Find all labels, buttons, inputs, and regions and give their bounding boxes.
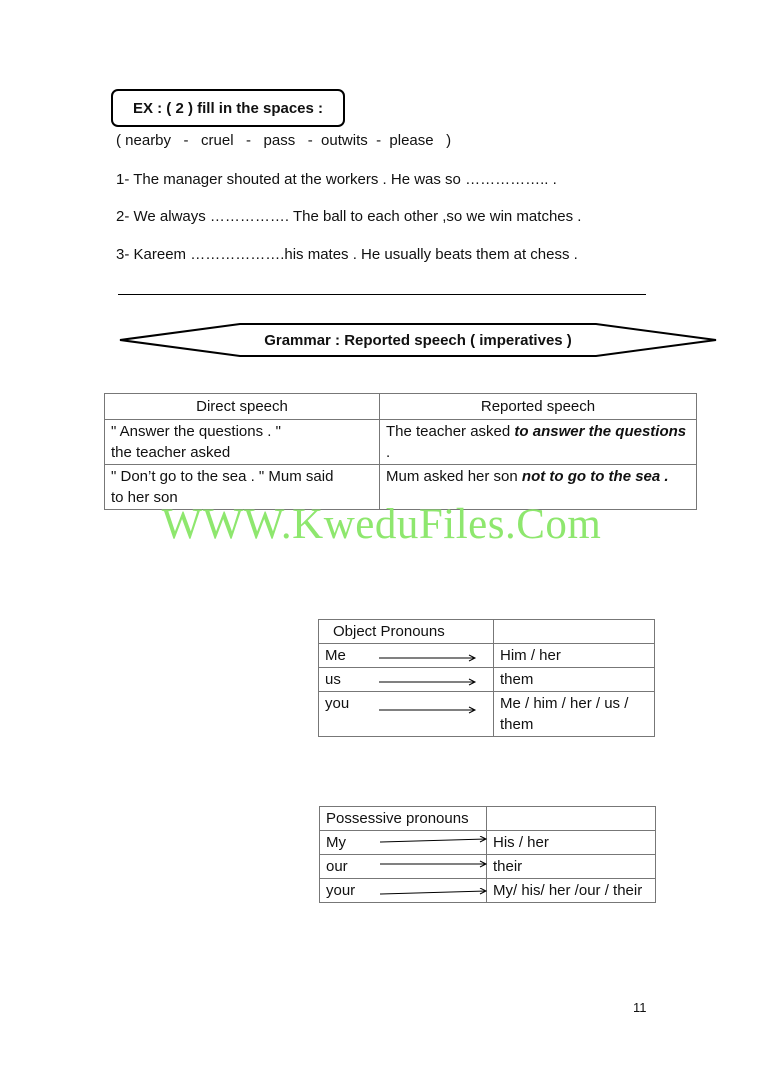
reported-speech-table	[104, 393, 697, 510]
table-row	[319, 692, 655, 737]
reported-emphasis: not to go to the sea .	[521, 468, 669, 485]
exercise-item-3: 3- Kareem ……………….his mates . He usually beats them at chess .	[116, 246, 578, 263]
pronoun-from: My	[320, 831, 487, 855]
page-number: 11	[633, 1000, 647, 1015]
possessive-pronouns-table	[319, 806, 656, 903]
direct-text: to her son	[111, 489, 178, 506]
pronoun-to: Him / her	[494, 644, 655, 668]
table-row	[320, 879, 656, 903]
table-header-row	[320, 807, 656, 831]
grammar-banner-title: Grammar : Reported speech ( imperatives )	[264, 331, 572, 349]
pronoun-to: Me / him / her / us / them	[494, 692, 655, 737]
object-pronouns-table	[318, 619, 655, 737]
pronoun-to: their	[487, 855, 656, 879]
pronoun-from: Me	[319, 644, 494, 668]
table-row	[319, 668, 655, 692]
object-pronouns-header: Object Pronouns	[319, 620, 494, 644]
reported-prefix: The teacher asked	[386, 423, 515, 440]
arrow-right-icon	[379, 706, 479, 714]
section-divider	[118, 294, 646, 295]
word-bank: ( nearby - cruel - pass - outwits - please )	[116, 132, 452, 149]
empty-header-cell	[494, 620, 655, 644]
direct-text: " Answer the questions . "	[111, 423, 281, 440]
pronoun-to: His / her	[487, 831, 656, 855]
table-header-row	[105, 394, 697, 420]
watermark: WWW.KweduFiles.Com	[161, 501, 602, 548]
arrow-right-icon	[379, 678, 479, 686]
direct-text: the teacher asked	[111, 444, 231, 461]
table-header-row	[319, 620, 655, 644]
exercise-item-2: 2- We always ……………. The ball to each other ,so we win matches .	[116, 208, 582, 225]
exercise-item-1: 1- The manager shouted at the workers . He was so …………….. .	[116, 171, 557, 188]
pronoun-from: us	[319, 668, 494, 692]
arrow-right-icon	[380, 860, 490, 868]
possessive-pronouns-header: Possessive pronouns	[320, 807, 487, 831]
header-reported-speech: Reported speech	[380, 394, 697, 420]
table-row	[105, 420, 697, 465]
pronoun-from: you	[319, 692, 494, 737]
reported-prefix: Mum asked her son	[386, 468, 522, 485]
table-row	[319, 644, 655, 668]
arrow-right-icon	[379, 654, 479, 662]
table-row	[320, 831, 656, 855]
table-row	[320, 855, 656, 879]
empty-header-cell	[487, 807, 656, 831]
pronoun-from: your	[320, 879, 487, 903]
header-direct-speech: Direct speech	[105, 394, 380, 420]
arrow-right-icon	[380, 836, 490, 844]
exercise-title: EX : ( 2 ) fill in the spaces :	[111, 89, 345, 127]
reported-emphasis: to answer the questions	[514, 423, 687, 440]
pronoun-to: My/ his/ her /our / their	[487, 879, 656, 903]
direct-text: " Don’t go to the sea . " Mum said	[111, 468, 334, 485]
reported-speech-cell	[380, 420, 697, 465]
direct-speech-cell	[105, 420, 380, 465]
pronoun-to: them	[494, 668, 655, 692]
arrow-right-icon	[380, 888, 490, 896]
reported-suffix: .	[386, 444, 391, 461]
pronoun-from: our	[320, 855, 487, 879]
